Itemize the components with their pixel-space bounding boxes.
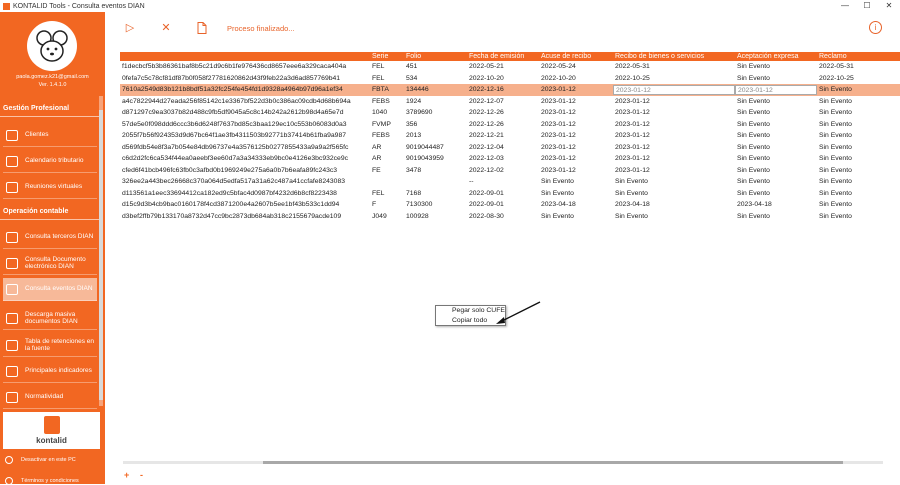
clients-icon (6, 130, 18, 141)
table-cell[interactable]: 2023-01-12 (541, 155, 576, 162)
table-cell[interactable]: 2022-08-30 (469, 212, 504, 220)
table-row[interactable] (120, 107, 900, 119)
table-cell[interactable]: 2023-01-12 (615, 97, 650, 105)
table-cell[interactable]: 2023-01-12 (541, 97, 576, 105)
table-cell[interactable]: d569fdb54e8f3a7b054e84db96737e4a3576125b0277855433a9a9a2f565fc (122, 143, 349, 151)
table-cell[interactable]: 2022-10-20 (469, 74, 504, 82)
column-header-serie[interactable]: Serie (372, 53, 389, 60)
table-cell[interactable]: 2023-01-12 (615, 132, 650, 139)
table-row[interactable] (120, 176, 900, 188)
table-row[interactable] (120, 199, 900, 211)
table-cell[interactable]: 2022-12-16 (469, 86, 504, 93)
title-bar (0, 0, 900, 12)
deactivate-pc-button[interactable] (5, 456, 76, 464)
table-cell[interactable]: d15c9d3b4cb9bac0160178f4cd3871200e4a2607b5ee1bf43b533c1dd94 (122, 201, 340, 208)
table-cell[interactable]: Sin Evento (737, 132, 770, 139)
column-header-aceptacion[interactable]: Aceptación expresa (737, 53, 799, 60)
sidebar-scrollbar-thumb[interactable] (99, 110, 103, 400)
table-cell[interactable]: AR (372, 155, 382, 162)
divider (0, 116, 100, 117)
play-button[interactable]: ▷ (125, 22, 135, 34)
table-cell[interactable]: Sin Evento (819, 143, 852, 151)
chart-icon (6, 366, 18, 377)
table-cell[interactable]: 2023-01-12 (615, 166, 650, 174)
table-cell[interactable]: Sin Evento (541, 212, 574, 220)
table-row[interactable] (120, 119, 900, 131)
table-row[interactable] (120, 130, 900, 142)
sidebar-item-consulta-terceros[interactable] (3, 226, 97, 249)
divider (0, 219, 100, 220)
table-cell[interactable]: Sin Evento (819, 97, 852, 105)
logo-text: kontalid (36, 436, 67, 445)
table-cell[interactable]: a4c7822944d27eada256f85142c1e3367bf522d3b0c386ac09cdb4d68b694a (122, 97, 351, 105)
table-cell[interactable]: FVMP (372, 120, 391, 128)
id-card-icon (6, 232, 18, 243)
table-cell[interactable]: 2023-01-12 (615, 109, 650, 116)
column-header-recibo[interactable]: Recibo de bienes o servicios (615, 53, 705, 60)
exit-icon (5, 456, 13, 464)
sidebar-item-consulta-documento[interactable] (3, 252, 97, 275)
table-cell[interactable]: FEBS (372, 97, 390, 105)
table-body (120, 61, 900, 222)
sidebar-item-label: Descarga masiva documentos DIAN (25, 310, 78, 325)
table-cell[interactable] (370, 176, 404, 188)
table-cell[interactable]: FBTA (372, 86, 389, 93)
table-cell[interactable]: Sin Evento (615, 189, 648, 197)
sidebar-item-normatividad[interactable] (3, 386, 97, 409)
mouse-avatar-icon (27, 21, 77, 71)
table-cell[interactable]: Sin Evento (737, 97, 770, 105)
table-cell[interactable]: 2022-12-03 (469, 155, 504, 162)
table-cell[interactable]: Sin Evento (737, 143, 770, 151)
table-cell[interactable]: 2023-01-12 (615, 155, 650, 162)
sidebar-item-label: Reuniones virtuales (25, 183, 83, 191)
table-cell[interactable]: f1decbcf5b3b86361baf8b5c21d9c6b1fe976436cd8657eee6a329caca404a (122, 63, 347, 70)
table-cell[interactable]: 451 (406, 63, 418, 70)
window-title: KONTALID Tools - Consulta eventos DIAN (13, 2, 145, 10)
table-cell[interactable]: 7610a2549d83b121b8bdf51a32fc254fe454fd1d9328a4964b97d96a1ef34 (122, 86, 343, 93)
sidebar (0, 12, 105, 484)
table-cell[interactable]: 2022-10-20 (541, 74, 576, 82)
table-cell[interactable]: 2055f7b56f924353d9d67bc64f1ae3fb4311503b92771b37414b61fba9a987 (122, 132, 347, 139)
table-cell[interactable]: Sin Evento (819, 132, 852, 139)
add-row-button[interactable]: + (124, 470, 130, 480)
table-row[interactable] (120, 188, 900, 200)
document-button[interactable] (196, 22, 208, 34)
sidebar-item-label: Clientes (25, 131, 49, 139)
status-message: Proceso finalizado... (227, 24, 295, 33)
sidebar-item-descarga-masiva[interactable] (3, 307, 97, 330)
column-header-cufe[interactable] (120, 52, 370, 61)
table-cell[interactable]: 2023-01-12 (541, 132, 576, 139)
table-cell[interactable]: 134446 (406, 86, 429, 93)
table-cell[interactable]: cfed6f41bcb496fc63fb0c3afbd0b1969249e275a6a0b7b6eafa89fc243c3 (122, 166, 338, 174)
sidebar-item-retenciones[interactable] (3, 334, 97, 357)
table-cell[interactable]: 2023-04-18 (737, 201, 772, 208)
table-cell[interactable]: 2022-09-01 (469, 189, 504, 197)
table-cell[interactable]: 9019043959 (406, 155, 444, 162)
table-cell[interactable]: Sin Evento (615, 178, 648, 185)
horizontal-scrollbar-thumb[interactable] (263, 461, 843, 464)
sidebar-item-indicadores[interactable] (3, 360, 97, 383)
table-cell[interactable]: c6d2d2fc6ca534f44ea0aeebf3ee60d7a3a34333eb9bc0e4126e3bc932ce9c (122, 155, 349, 162)
sidebar-item-label: Tabla de retenciones en la fuente (25, 337, 95, 352)
table-cell[interactable]: FEL (372, 189, 385, 197)
table-cell[interactable]: FE (372, 166, 381, 174)
table-cell[interactable]: 2023-04-18 (615, 201, 650, 208)
info-button[interactable]: i (869, 21, 882, 34)
table-cell[interactable]: 0fefa7c5c78cf81df87b0f058f27781620862d43f9feb22a3d6ad857769b41 (122, 74, 341, 82)
table-cell[interactable]: 2022-09-01 (469, 201, 504, 208)
table-row[interactable] (120, 153, 900, 165)
document-icon (6, 258, 18, 269)
column-header-folio[interactable]: Folio (406, 53, 422, 60)
table-cell[interactable]: Sin Evento (737, 74, 770, 82)
sidebar-item-label: Consulta terceros DIAN (25, 233, 94, 241)
table-cell[interactable]: Sin Evento (541, 189, 574, 197)
sidebar-item-label: Consulta Documento electrónico DIAN (25, 255, 86, 270)
table-cell[interactable]: Sin Evento (819, 189, 852, 197)
maximize-button[interactable]: ☐ (863, 1, 871, 10)
column-header-acuse[interactable]: Acuse de recibo (541, 53, 592, 60)
calendar-icon (6, 156, 18, 167)
table-cell[interactable]: AR (372, 143, 382, 151)
table-cell[interactable]: 1040 (372, 109, 388, 116)
table-cell[interactable]: 7130300 (406, 201, 433, 208)
app-icon (3, 3, 10, 10)
sidebar-item-clientes[interactable] (3, 124, 97, 147)
search-icon (6, 284, 18, 295)
column-header-reclamo[interactable]: Reclamo (819, 53, 847, 60)
table-cell[interactable]: FEL (372, 74, 385, 82)
table-cell[interactable]: Sin Evento (737, 189, 770, 197)
table-cell[interactable]: F (372, 201, 377, 208)
table-cell[interactable]: d113561a1eec33694412ca182ed9c5bfac4d0987bf4232d6b8cf8223438 (122, 189, 337, 197)
document-icon (197, 22, 207, 34)
book-icon (6, 392, 18, 403)
table-cell[interactable]: 534 (406, 74, 418, 82)
table-cell[interactable]: Sin Evento (737, 109, 770, 116)
download-icon (6, 313, 18, 324)
sidebar-item-reuniones[interactable] (3, 176, 97, 199)
table-cell[interactable]: Sin Evento (615, 212, 648, 220)
app-version: Ver. 1.4.1.0 (38, 82, 67, 88)
table-cell[interactable]: 2023-01-12 (541, 143, 576, 151)
deactivate-label: Desactivar en este PC (21, 457, 76, 463)
table-cell[interactable]: 2022-10-25 (819, 74, 854, 82)
minimize-button[interactable]: — (841, 1, 849, 10)
table-icon (6, 340, 18, 351)
table-cell[interactable]: Sin Evento (819, 155, 852, 162)
sidebar-item-consulta-eventos[interactable] (3, 278, 97, 301)
table-cell[interactable]: 57de5e0f098ddd6ccc3b6d6248f7637bd85c3baa129ec10c553b06083d0a3 (122, 120, 347, 128)
table-cell[interactable]: 2023-01-12 (615, 143, 650, 151)
table-cell[interactable]: 2022-12-21 (469, 132, 504, 139)
mouse-cursor-arrow-icon (490, 300, 542, 326)
table-row[interactable] (120, 84, 900, 96)
table-cell[interactable]: 2023-01-12 (735, 85, 817, 95)
table-cell[interactable]: 2013 (406, 132, 422, 139)
table-row[interactable] (120, 142, 900, 154)
table-cell[interactable]: 2022-12-07 (469, 97, 504, 105)
table-cell[interactable]: 2022-05-21 (469, 63, 504, 70)
table-cell[interactable]: Sin Evento (737, 120, 770, 128)
table-cell[interactable]: 2023-01-12 (541, 166, 576, 174)
section-gestion: Gestión Profesional (3, 105, 70, 112)
kontalid-logo (3, 412, 100, 449)
remove-row-button[interactable]: - (140, 470, 143, 480)
sidebar-item-label: Calendario tributario (25, 157, 84, 165)
table-cell[interactable]: Sin Evento (819, 120, 852, 128)
menu-item-copiar-todo[interactable]: Copiar todo (452, 317, 488, 324)
table-cell[interactable]: 7168 (406, 189, 422, 197)
table-cell[interactable]: Sin Evento (819, 109, 852, 116)
table-cell[interactable]: 2022-12-26 (469, 109, 504, 116)
sidebar-item-calendario[interactable] (3, 150, 97, 173)
table-cell[interactable]: Sin Evento (819, 86, 852, 93)
menu-item-pegar-cufe[interactable]: Pegar solo CUFE (452, 307, 505, 314)
table-cell[interactable]: 3478 (406, 166, 422, 174)
table-cell[interactable]: Sin Evento (737, 155, 770, 162)
table-cell[interactable]: Sin Evento (737, 63, 770, 70)
terms-label: Términos y condiciones (21, 478, 79, 484)
table-cell[interactable]: 2022-05-31 (615, 63, 650, 70)
table-cell[interactable]: -- (469, 178, 474, 185)
table-cell[interactable]: 1924 (406, 97, 422, 105)
table-cell[interactable]: Sin Evento (541, 178, 574, 185)
table-cell[interactable]: J049 (372, 212, 387, 220)
close-window-button[interactable]: ✕ (885, 1, 893, 10)
stop-button[interactable]: ✕ (161, 22, 171, 34)
table-cell[interactable] (404, 176, 467, 188)
table-row[interactable] (120, 61, 900, 73)
table-cell[interactable]: 2022-12-26 (469, 120, 504, 128)
table-cell[interactable]: Sin Evento (737, 212, 770, 220)
table-cell[interactable]: 326ee2a443bec26668c370a064d5edfa517a31a62c487a41ccfafe8243083 (122, 178, 346, 185)
sidebar-item-label: Normatividad (25, 393, 64, 401)
sidebar-item-label: Consulta eventos DIAN (25, 285, 93, 293)
table-cell[interactable]: d3bef2ffb79b133170a8732d47cc9bc2873db684ab318c2155679acde109 (122, 212, 342, 220)
table-header (120, 52, 900, 61)
table-cell[interactable]: 2023-04-18 (541, 201, 576, 208)
table-cell[interactable]: 2022-12-02 (469, 166, 504, 174)
table-cell[interactable]: Sin Evento (819, 212, 852, 220)
table-row[interactable] (120, 73, 900, 85)
table-cell[interactable]: 2023-01-12 (541, 86, 576, 93)
avatar (27, 21, 77, 71)
table-cell[interactable]: FEBS (372, 132, 390, 139)
sidebar-item-label: Principales indicadores (25, 367, 92, 375)
table-cell[interactable]: Sin Evento (819, 201, 852, 208)
table-cell[interactable]: 3789690 (406, 109, 433, 116)
table-cell[interactable]: 2023-01-12 (541, 109, 576, 116)
table-cell[interactable]: d871297c9ea3037b82d488c9fb5df9045a5c8c14b242a2612b98d4a65e7d (122, 109, 344, 116)
events-table (120, 52, 900, 222)
table-row[interactable] (120, 96, 900, 108)
table-cell[interactable]: Sin Evento (819, 178, 852, 185)
table-cell[interactable]: 2022-12-04 (469, 143, 504, 151)
column-header-fecha-emision[interactable]: Fecha de emisión (469, 53, 525, 60)
table-cell[interactable]: Sin Evento (819, 166, 852, 174)
table-cell[interactable]: FEL (372, 63, 385, 70)
meeting-icon (6, 182, 18, 193)
table-cell[interactable]: 2022-05-24 (541, 63, 576, 70)
table-cell[interactable]: 356 (406, 120, 418, 128)
user-email: paola.gomez.k21@gmail.com (16, 74, 89, 80)
table-cell[interactable]: 2023-01-12 (615, 120, 650, 128)
table-cell[interactable]: 9019044487 (406, 143, 444, 151)
table-cell[interactable]: 2022-05-31 (819, 63, 854, 70)
table-cell[interactable]: 100928 (406, 212, 429, 220)
table-cell[interactable]: 2023-01-12 (613, 85, 735, 95)
table-row[interactable] (120, 165, 900, 177)
table-cell[interactable]: Sin Evento (737, 178, 770, 185)
table-row[interactable] (120, 211, 900, 223)
table-cell[interactable]: Sin Evento (737, 166, 770, 174)
table-cell[interactable]: 2023-01-12 (541, 120, 576, 128)
kontalid-logo-icon (44, 416, 60, 434)
section-operacion: Operación contable (3, 208, 69, 215)
table-cell[interactable]: 2022-10-25 (615, 74, 650, 82)
